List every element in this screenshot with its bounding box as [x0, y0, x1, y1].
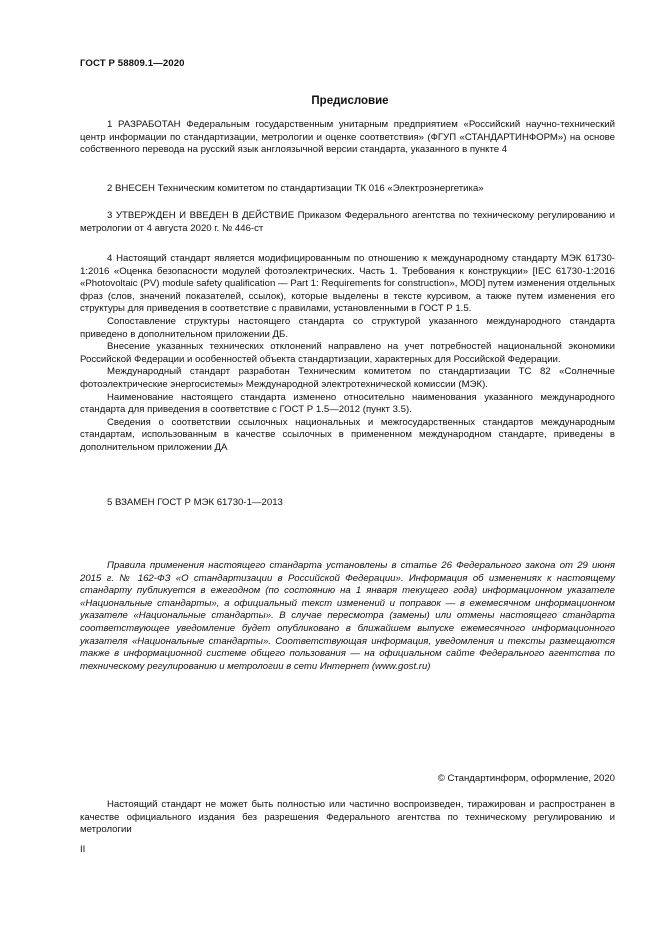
section-4: [80, 253, 615, 455]
section-2-text: 2 ВНЕСЕН Техническим комитетом по стандартизации ТК 016 «Электроэнергетика»: [107, 183, 484, 194]
reproduction-notice: [80, 799, 615, 837]
section-1: [80, 119, 615, 157]
section-5: [80, 497, 615, 510]
section-4-paragraph: Наименование настоящего стандарта изменено относительно наименования указанного международного стандарта для приведения в соответствие с ГОСТ Р 1.5—2012 (пункт 3.5).: [80, 391, 615, 416]
application-rules-notice: [80, 560, 615, 673]
section-4-paragraph: Сопоставление структуры настоящего стандарта со структурой указанного международного стандарта приведено в дополнительном приложении ДБ.: [80, 315, 615, 340]
section-3-text: 3 УТВЕРЖДЕН И ВВЕДЕН В ДЕЙСТВИЕ Приказом Федерального агентства по техническому регулированию и метрологии от 4 августа 2020 г. № 446-ст: [80, 210, 615, 234]
reproduction-text: Настоящий стандарт не может быть полностью или частично воспроизведен, тиражирован и распространен в качестве официального издания без разрешения Федерального агентства по техническому регулированию и метрологии: [80, 799, 615, 836]
section-1-text: 1 РАЗРАБОТАН Федеральным государственным унитарным предприятием «Российский научно-технический центр информации по стандартизации, метрологии и оценке соответствия» (ФГУП «СТАНДАРТИНФОРМ») на основе собственного перевода на русский язык англоязычной версии стандарта, указанного в пункте 4: [80, 119, 615, 156]
section-4-paragraph: 4 Настоящий стандарт является модифицированным по отношению к международному стандарту МЭК 61730-1:2016 «Оценка безопасности модулей фотоэлектрических. Часть 1. Требования к конструкции» [IEC 61730-1:2016 «Photovoltaic (PV) module safety qualification — Part 1: Requirements for construction», MOD] путем изменения отдельных фраз (слов, значений показателей, ссылок), которые выделены в тексте курсивом, а также путем изменения его структуры для приведения в соответствие с правилами, установленными в ГОСТ Р 1.5.: [80, 253, 615, 315]
copyright-line: © Стандартинформ, оформление, 2020: [437, 773, 615, 784]
page-number: II: [80, 844, 86, 855]
document-code: ГОСТ Р 58809.1—2020: [80, 58, 185, 69]
section-5-text: 5 ВЗАМЕН ГОСТ Р МЭК 61730-1—2013: [107, 497, 283, 508]
section-4-paragraph: Международный стандарт разработан Техническим комитетом по стандартизации ТС 82 «Солнечные фотоэлектрические энергосистемы» Международной электротехнической комиссии (МЭК).: [80, 366, 615, 390]
section-4-paragraph: Сведения о соответствии ссылочных национальных и межгосударственных стандартов международным стандартам, использованным в качестве ссылочных в примененном международном стандарте, приведены в дополнительном приложении ДА: [80, 416, 615, 453]
page-title: Предисловие: [311, 95, 389, 107]
notice-text: Правила применения настоящего стандарта установлены в статье 26 Федерального закона от 29 июня 2015 г. № 162-ФЗ «О стандартизации в Российской Федерации». Информация об изменениях к настоящему стандарту публикуется в ежегодном (по состоянию на 1 января текущего года) информационном указателе «Национальные стандарты», а официальный текст изменений и поправок — в ежемесячном информационном указателе «Национальные стандарты». В случае пересмотра (замены) или отмены настоящего стандарта соответствующее уведомление будет опубликовано в ближайшем выпуске ежемесячного информационного указателя «Национальные стандарты». Соответствующая информация, уведомления и тексты размещаются также в информационной системе общего пользования — на официальном сайте Федерального агентства по техническому регулированию и метрологии в сети Интернет (www.gost.ru): [80, 560, 615, 672]
section-2: [80, 183, 615, 196]
section-4-paragraph: Внесение указанных технических отклонений направлено на учет потребностей национальной экономики Российской Федерации и особенностей объекта стандартизации, характерных для Российской Федерации.: [80, 341, 615, 365]
section-3: [80, 210, 615, 235]
